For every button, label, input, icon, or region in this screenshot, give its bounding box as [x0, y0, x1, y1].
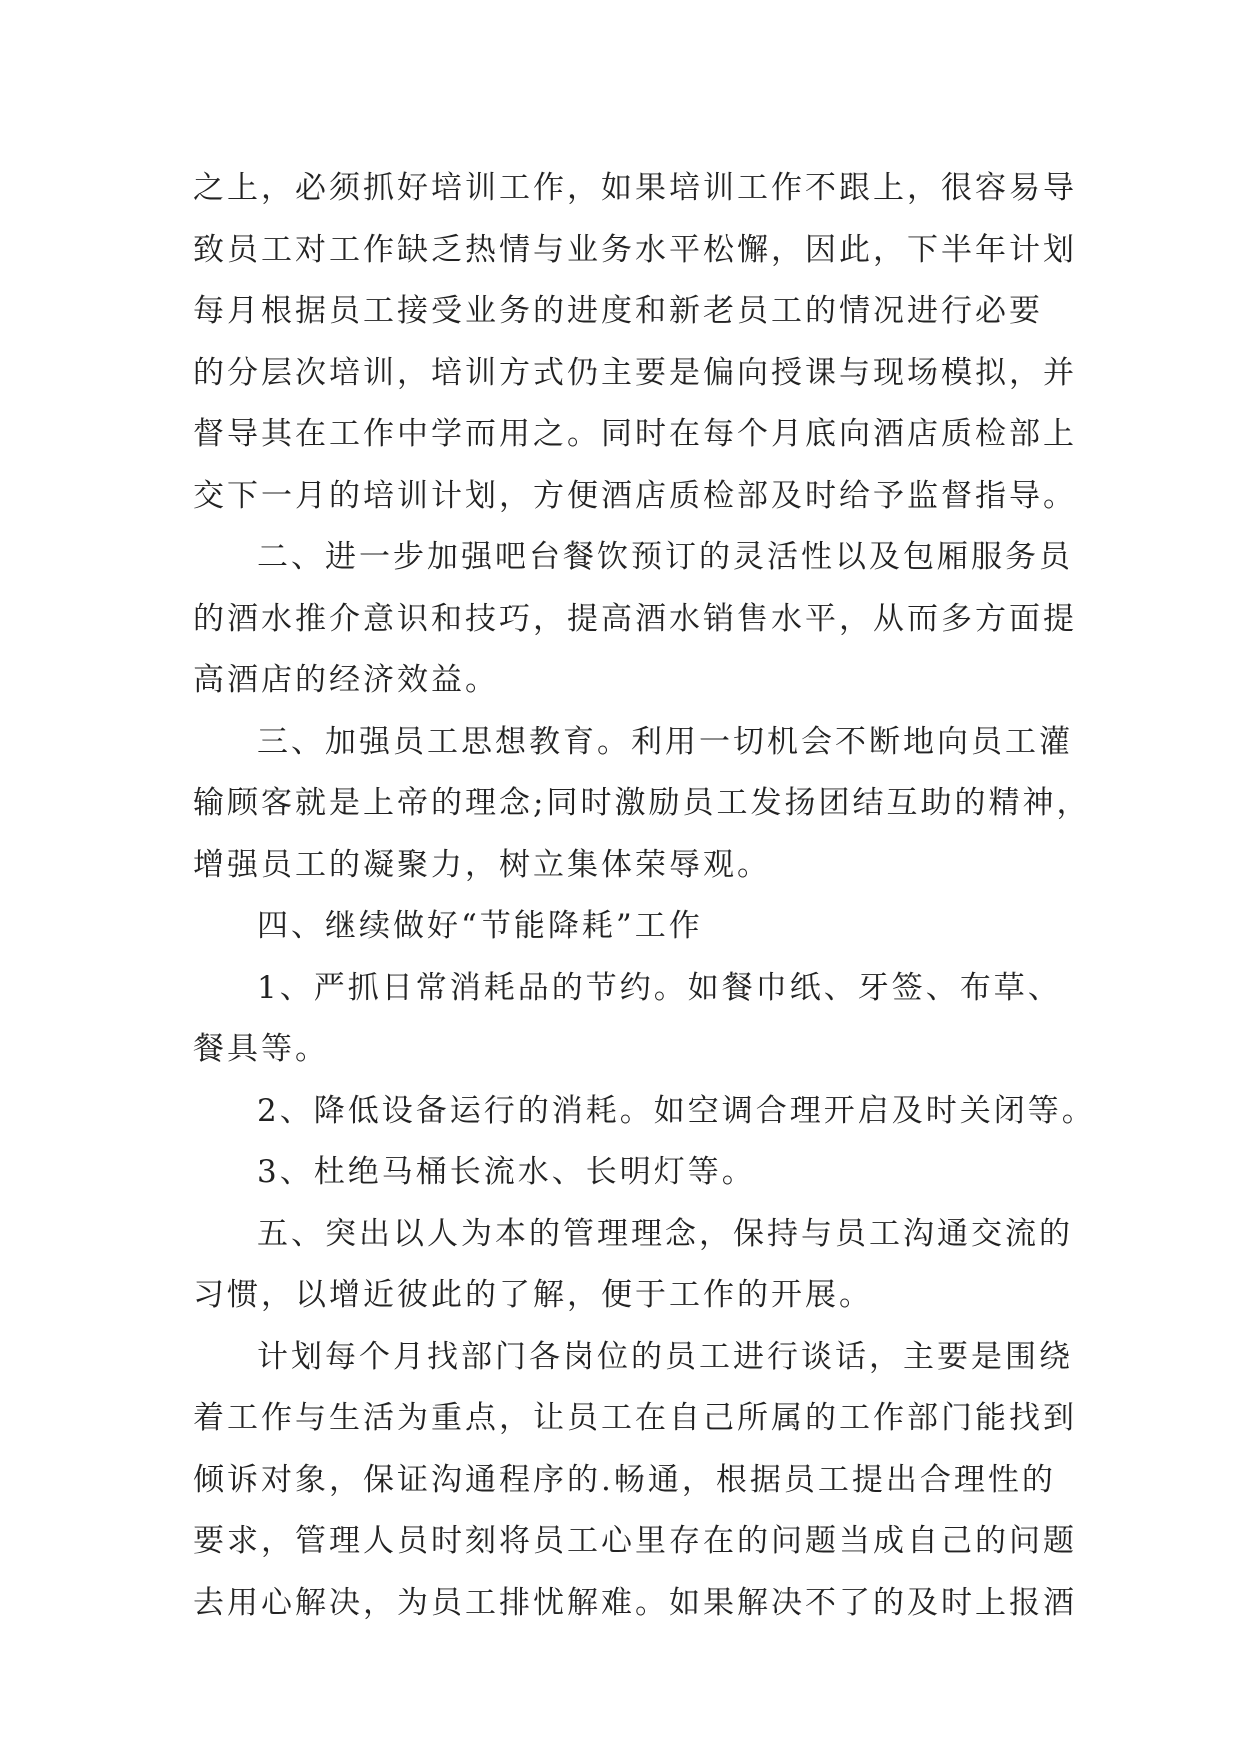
list-item-2: 2、降低设备运行的消耗。如空调合理开启及时关闭等。: [257, 1092, 1096, 1129]
text-line: 输顾客就是上帝的理念;同时激励员工发扬团结互助的精神，: [193, 785, 1091, 821]
text-line: 每月根据员工接受业务的进度和新老员工的情况进行必要: [193, 293, 1043, 329]
list-item-3: 3、杜绝马桶长流水、长明灯等。: [257, 1154, 756, 1190]
text-line: 着工作与生活为重点，让员工在自己所属的工作部门能找到: [193, 1400, 1077, 1436]
text-line: 之上，必须抓好培训工作，如果培训工作不跟上，很容易导: [193, 170, 1077, 206]
list-item-1: 1、严抓日常消耗品的节约。如餐巾纸、牙签、布草、: [257, 969, 1062, 1006]
text-line: 交下一月的培训计划，方便酒店质检部及时给予监督指导。: [193, 477, 1077, 514]
section-heading-three: 三、加强员工思想教育。利用一切机会不断地向员工灌: [257, 723, 1073, 760]
section-heading-two: 二、进一步加强吧台餐饮预订的灵活性以及包厢服务员: [257, 539, 1073, 575]
document-body: [193, 158, 1096, 1634]
text-line: 要求，管理人员时刻将员工心里存在的问题当成自己的问题: [193, 1523, 1077, 1559]
paragraph-start: 计划每个月找部门各岗位的员工进行谈话，主要是围绕: [257, 1338, 1073, 1375]
section-heading-four: 四、继续做好“节能降耗”工作: [257, 908, 703, 944]
section-heading-five: 五、突出以人为本的管理理念，保持与员工沟通交流的: [257, 1215, 1073, 1252]
text-line: 餐具等。: [193, 1031, 329, 1067]
text-line: 习惯，以增近彼此的了解，便于工作的开展。: [193, 1277, 873, 1313]
text-line: 增强员工的凝聚力，树立集体荣辱观。: [193, 846, 771, 883]
text-line: 倾诉对象，保证沟通程序的.畅通，根据员工提出合理性的: [193, 1461, 1056, 1498]
text-line: 去用心解决，为员工排忧解难。如果解决不了的及时上报酒: [193, 1584, 1077, 1621]
text-line: 高酒店的经济效益。: [193, 662, 499, 698]
text-line: 致员工对工作缺乏热情与业务水平松懈，因此，下半年计划: [193, 231, 1077, 268]
text-line: 的酒水推介意识和技巧，提高酒水销售水平，从而多方面提: [193, 600, 1077, 637]
text-line: 的分层次培训，培训方式仍主要是偏向授课与现场模拟，并: [193, 354, 1077, 391]
text-line: 督导其在工作中学而用之。同时在每个月底向酒店质检部上: [193, 416, 1077, 452]
